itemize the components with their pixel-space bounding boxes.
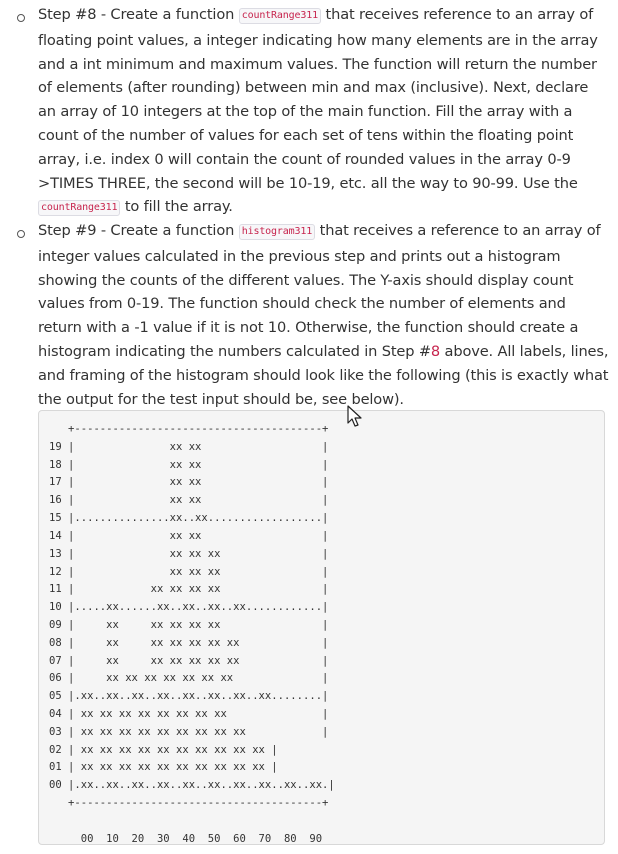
histogram-code-block (38, 410, 605, 845)
bullet-circle-icon (17, 230, 25, 238)
code-histogram311: histogram311 (239, 224, 315, 240)
code-countrange311: countRange311 (239, 8, 321, 24)
bullet-circle-icon (17, 14, 25, 22)
histogram-output: +---------------------------------------+ 19 | xx xx | 18 | xx xx | 17 | xx xx | 16 | xx xx | 15 |...............xx..xx..................| 14 | xx xx | 13 | xx xx xx | 12 | xx xx xx | 11 | xx xx xx xx | 10 |.....xx......xx..xx..xx..xx............| 09 | xx xx xx xx xx | 08 | xx xx xx xx xx xx | 07 | xx xx xx xx xx xx | 06 | xx xx xx xx xx xx xx | 05 |.xx..xx..xx..xx..xx..xx..xx..xx........| 04 | xx xx xx xx xx xx xx xx | 03 | xx xx xx xx xx xx xx xx xx | 02 | xx xx xx xx xx xx xx xx xx xx | 01 | xx xx xx xx xx xx xx xx xx xx | 00 |.xx..xx..xx..xx..xx..xx..xx..xx..xx..xx.| +---------------------------------------+ 00 10 20 30 40 50 60 70 80 90 (49, 423, 335, 845)
step-8-text: Step #8 - Create a function countRange311 that receives reference to an array of floating point values, a integer indicating how many elements are in the array and a int minimum and maximum values. The function will return the number of elements (after rounding) between min and max (inclusive). Next, declare an array of 10 integers at the top of the main function. Fill the array with a count of the number of values for each set of tens within the floating point array, i.e. index 0 will contain the count of rounded values in the array 0-9 >TIMES THREE, the second will be 10-19, etc. all the way to 90-99. Use the countRange311 to fill the array. (38, 6, 598, 216)
step-reference: 8 (430, 342, 441, 360)
mouse-pointer-icon (346, 405, 364, 429)
step-9-text: Step #9 - Create a function histogram311 that receives a reference to an array of integer values calculated in the previous step and prints out a histogram showing the counts of the different values. The Y-axis should display count values from 0-19. The function should check the number of elements and return with a -1 value if it is not 10. Otherwise, the function should create a histogram indicating the numbers calculated in Step #8 above. All labels, lines, and framing of the histogram should look like the following (this is exactly what the output for the test input should be, see below). (38, 222, 609, 408)
code-countrange311-second: countRange311 (38, 200, 120, 216)
